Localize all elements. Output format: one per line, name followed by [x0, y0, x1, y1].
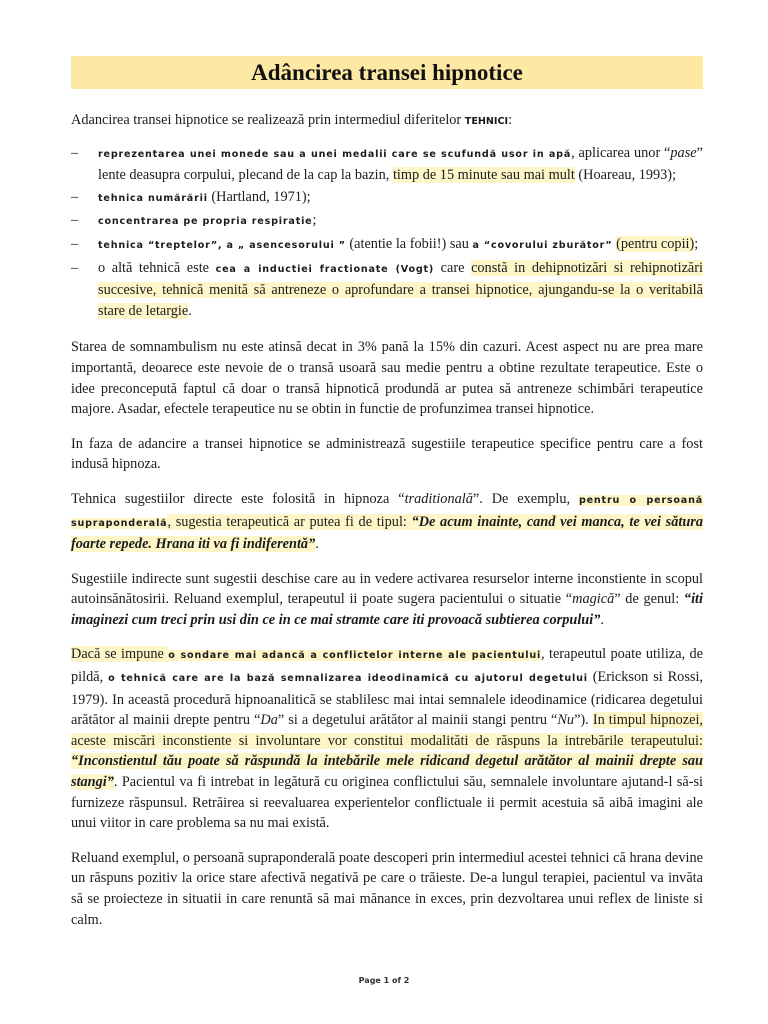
technique-list	[71, 143, 703, 322]
paragraph-ideodynamic-signaling: Dacă se impune o sondare mai adancă a conflictelor interne ale pacientului, terapeutul poate utiliza, de pildă, o tehnică care are la bază semnalizarea ideodinamică cu ajutorul degetului (Erickson si Rossi, 1979). In această procedură hipnoanalitică se stablilesc mai intai semnalele ideodinamice (ridicarea degetului arătător al mainii drepte pentru “Da” si a degetului arătător al mainii stangi pentru “Nu”). In timpul hipnozei, aceste miscări inconstiente si involuntare vor constitui modalităti de răspuns la intrebările terapeutului: “Inconstientul tău poate să răspundă la intebările mele ridicand degetul arătător al mainii drepte sau stangi”. Pacientul va fi intrebat in legătură cu originea conflictului său, semnalele involuntare ajutand-l să-si furnizeze răspunsul. Retrăirea si reevaluarea experientelor conflictuale ii permit acestuia să aibă imagini ale unui viitor in care problema sa nu mai există.	[71, 646, 703, 832]
list-item: – reprezentarea unei monede sau a unei medalii care se scufundă usor in apă, aplicarea unor “pase” lente deasupra corpului, plecand de la cap la bazin, timp de 15 minute sau mai mult (Hoareau, 1993);	[71, 144, 703, 184]
paragraph-indirect-suggestions: Sugestiile indirecte sunt sugestii deschise care au in vedere activarea resurselor interne inconstiente in scopul autoinsănătosirii. Reluand exemplul, terapeutul ii poate sugera pacientului o situatie “magică” de genul: “iti imaginezi cum treci prin usi din ce in ce mai stramte care iti provoacă subtierea corpului”.	[71, 570, 703, 628]
list-item: – concentrarea pe propria respiratie;	[71, 212, 317, 229]
paragraph-example-conclusion: Reluand exemplul, o persoană supraponderală poate descoperi prin intermediul acestei tehnici că hrana devine un răspuns pozitiv la orice stare afectivă negativă pe care o trăieste. De-a lungul terapiei, pacientul va invăta să se proiecteze in situatii in care renuntă să mai mănance in exces, prin dezvoltarea unui reflex de liniste si calm.	[71, 849, 703, 928]
paragraph-suggestions-phase: In faza de adancire a transei hipnotice se administrează sugestiile terapeutice specifice pentru care a fost indusă hipnoza.	[71, 435, 703, 473]
list-item: – tehnica numărării (Hartland, 1971);	[71, 188, 311, 205]
document-body	[71, 110, 703, 944]
paragraph-somnambulism: Starea de somnambulism nu este atinsă decat in 3% pană la 15% din cazuri. Acest aspect nu are prea mare importantă, deoarece este nevoie de o transă usoară sau medie pentru a obtine rezultate terapeutice. Este o idee preconcepută faptul că doar o transă hipnotică produndă ar putea să antreneze schimbări terapeutice majore. Asadar, efectele terapeutice nu se obtin in functie de profunzimea transei hipnotice.	[71, 339, 703, 418]
paragraph-direct-suggestions: Tehnica sugestiilor directe este folosită in hipnoza “traditională”. De exemplu, pentru o persoană supraponderală, sugestia terapeutică ar putea fi de tipul: “De acum inainte, cand vei manca, te vei sătura foarte repede. Hrana iti va fi indiferentă”.	[71, 490, 703, 553]
intro-paragraph: Adancirea transei hipnotice se realizează prin intermediul diferitelor TEHNICI:	[71, 112, 513, 128]
list-item: – o altă tehnică este cea a inductiei fractionate (Vogt) care constă in dehipnotizări si rehipnotizări succesive, tehnică menită să antreneze o aprofundare a transei hipnotice, ajungandu-se la o veritabilă stare de letargie.	[71, 259, 704, 319]
intro-keyword: TEHNICI	[464, 116, 509, 127]
page-title: Adâncirea transei hipnotice	[251, 60, 523, 85]
page-footer: Page 1 of 2	[358, 976, 410, 985]
list-item: – tehnica “treptelor”, a „ asencesorului ” (atentie la fobii!) sau a “covorului zburător” (pentru copii);	[71, 235, 699, 252]
